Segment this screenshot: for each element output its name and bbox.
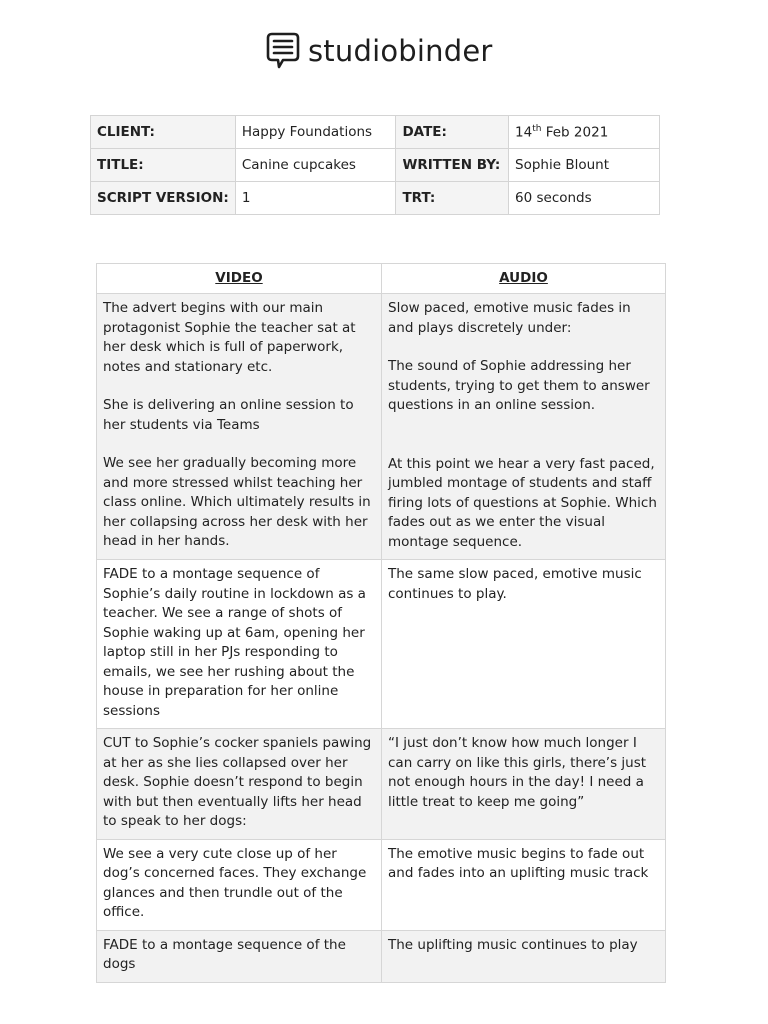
audio-text: “I just don’t know how much longer I can carry on like this girls, there’s just not enough hours in the day! I need a little treat to keep me going” bbox=[388, 735, 647, 810]
version-value: 1 bbox=[235, 182, 396, 215]
audio-text: The uplifting music continues to play bbox=[388, 936, 638, 953]
script-row bbox=[97, 729, 666, 840]
version-label: SCRIPT VERSION: bbox=[91, 182, 236, 215]
script-meta-table bbox=[90, 115, 660, 215]
video-cell bbox=[97, 560, 382, 729]
date-day: 14 bbox=[515, 124, 533, 141]
audio-text: At this point we hear a very fast paced, jumbled montage of students and staff firing lots of questions at Sophie. Which fades out as we enter the visual montage sequence. bbox=[388, 455, 657, 550]
video-text: She is delivering an online session to her students via Teams bbox=[103, 397, 354, 433]
client-label: CLIENT: bbox=[91, 116, 236, 149]
brand-name: studiobinder bbox=[308, 34, 493, 68]
date-value bbox=[509, 116, 660, 149]
audio-cell bbox=[382, 560, 666, 729]
audio-text: The sound of Sophie addressing her students, trying to get them to answer questions in an online session. bbox=[388, 358, 650, 413]
meta-row-client bbox=[91, 116, 660, 149]
audio-cell bbox=[382, 839, 666, 930]
meta-row-title bbox=[91, 149, 660, 182]
meta-row-version bbox=[91, 182, 660, 215]
trt-value: 60 seconds bbox=[509, 182, 660, 215]
video-cell bbox=[97, 839, 382, 930]
audio-text: The emotive music begins to fade out and fades into an uplifting music track bbox=[388, 845, 649, 881]
video-text: We see her gradually becoming more and more stressed whilst teaching her class online. Which ultimately results in her collapsing across her desk with her head in her hands. bbox=[103, 455, 371, 549]
script-header-row bbox=[97, 264, 666, 294]
video-text: The advert begins with our main protagonist Sophie the teacher sat at her desk which is full of paperwork, notes and stationary etc. bbox=[103, 300, 356, 375]
video-text: FADE to a montage sequence of the dogs bbox=[103, 936, 346, 972]
written-by-value: Sophie Blount bbox=[509, 149, 660, 182]
date-label: DATE: bbox=[396, 116, 509, 149]
date-rest: Feb 2021 bbox=[541, 124, 609, 141]
av-script-table bbox=[96, 263, 666, 983]
script-row bbox=[97, 560, 666, 729]
audio-cell bbox=[382, 729, 666, 840]
video-text: FADE to a montage sequence of Sophie’s daily routine in lockdown as a teacher. We see a range of shots of Sophie waking up at 6am, opening her laptop still in her PJs responding to emails, we see her rushing about the house in preparation for her online sessions bbox=[103, 566, 366, 719]
video-cell bbox=[97, 930, 382, 982]
trt-label: TRT: bbox=[396, 182, 509, 215]
script-row bbox=[97, 839, 666, 930]
script-row bbox=[97, 294, 666, 560]
audio-cell bbox=[382, 930, 666, 982]
video-text: CUT to Sophie’s cocker spaniels pawing at her as she lies collapsed over her desk. Sophie doesn’t respond to begin with but then eventually lifts her head to speak to her dogs: bbox=[103, 735, 372, 829]
title-value: Canine cupcakes bbox=[235, 149, 396, 182]
video-cell bbox=[97, 294, 382, 560]
audio-text: The same slow paced, emotive music continues to play. bbox=[388, 566, 642, 602]
date-suffix: th bbox=[532, 123, 542, 134]
video-header: VIDEO bbox=[97, 264, 382, 294]
written-by-label: WRITTEN BY: bbox=[396, 149, 509, 182]
audio-text: Slow paced, emotive music fades in and plays discretely under: bbox=[388, 300, 631, 336]
video-text: We see a very cute close up of her dog’s concerned faces. They exchange glances and then trundle out of the office. bbox=[103, 845, 367, 920]
video-cell bbox=[97, 729, 382, 840]
audio-header: AUDIO bbox=[382, 264, 666, 294]
title-label: TITLE: bbox=[91, 149, 236, 182]
studiobinder-logo bbox=[266, 30, 493, 72]
audio-cell bbox=[382, 294, 666, 560]
speech-bubble-lines-icon bbox=[266, 31, 300, 71]
script-row bbox=[97, 930, 666, 982]
client-value: Happy Foundations bbox=[235, 116, 396, 149]
